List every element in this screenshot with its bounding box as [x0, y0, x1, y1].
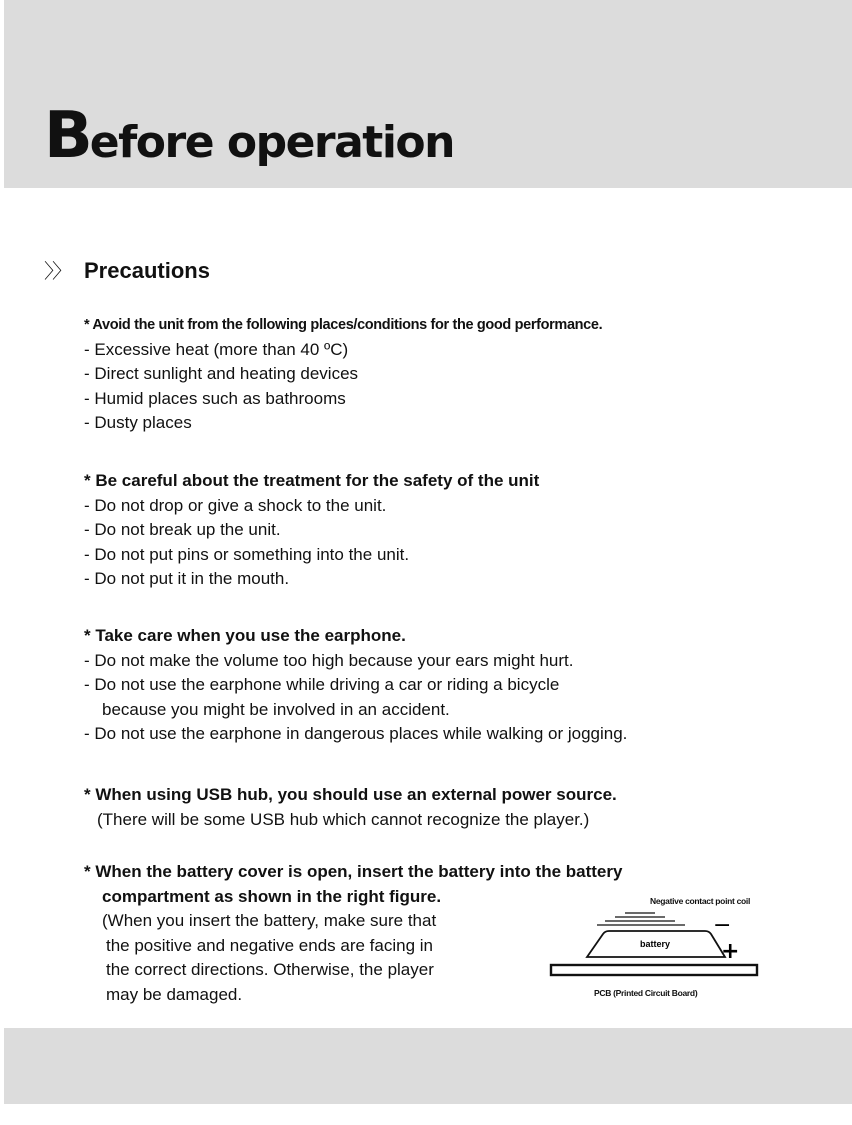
list-item: - Do not break up the unit. [84, 520, 281, 539]
chevron-icon: 〉〉 [44, 259, 70, 283]
block-heading-continuation: compartment as shown in the right figure. [102, 886, 442, 906]
section-heading [44, 256, 210, 286]
page-title-rest: efore operation [89, 117, 454, 168]
block-heading: * Take care when you use the earphone. [84, 626, 406, 645]
body-line: may be damaged. [106, 984, 243, 1004]
list-item-continuation: because you might be involved in an accident. [102, 699, 450, 719]
list-item: - Do not put pins or something into the unit. [84, 544, 410, 564]
block-note: (There will be some USB hub which cannot recognize the player.) [97, 809, 590, 829]
block-heading: * When the battery cover is open, insert the battery into the battery [84, 862, 623, 881]
battery-label: battery [639, 939, 671, 949]
list-item: - Do not make the volume too high because your ears might hurt. [84, 650, 574, 670]
precaution-block-earphone [84, 624, 627, 747]
page-title [44, 99, 454, 173]
precaution-block-usb-hub [84, 783, 617, 832]
list-item: - Do not drop or give a shock to the unit. [84, 495, 387, 515]
list-item: - Humid places such as bathrooms [84, 388, 346, 408]
page-title-initial: B [44, 99, 90, 173]
figure-label-pcb: PCB (Printed Circuit Board) [594, 988, 698, 998]
list-item: - Dusty places [84, 413, 192, 432]
block-heading: * Be careful about the treatment for the safety of the unit [84, 471, 540, 490]
precaution-block-safety [84, 469, 539, 592]
block-heading: * When using USB hub, you should use an external power source. [84, 785, 617, 804]
block-heading: * Avoid the unit from the following places/conditions for the good performance. [84, 317, 603, 333]
footer-band [4, 1028, 852, 1104]
list-item: - Excessive heat (more than 40 ºC) [84, 339, 349, 359]
body-line: the positive and negative ends are facing in [106, 935, 434, 955]
plus-icon: + [721, 939, 740, 964]
body-line: the correct directions. Otherwise, the player [106, 960, 434, 979]
section-title: Precautions [84, 258, 210, 283]
list-item: - Direct sunlight and heating devices [84, 364, 359, 383]
pcb-board [551, 965, 757, 975]
list-item: - Do not put it in the mouth. [84, 569, 290, 588]
figure-label-negative-contact: Negative contact point coil [650, 896, 751, 906]
body-line: (When you insert the battery, make sure that [102, 911, 437, 930]
list-item: - Do not use the earphone while driving a car or riding a bicycle [84, 675, 560, 694]
precaution-block-battery [84, 860, 622, 1007]
precaution-block-environment [84, 313, 602, 436]
list-item: - Do not use the earphone in dangerous places while walking or jogging. [84, 724, 628, 743]
minus-icon: − [713, 913, 732, 938]
